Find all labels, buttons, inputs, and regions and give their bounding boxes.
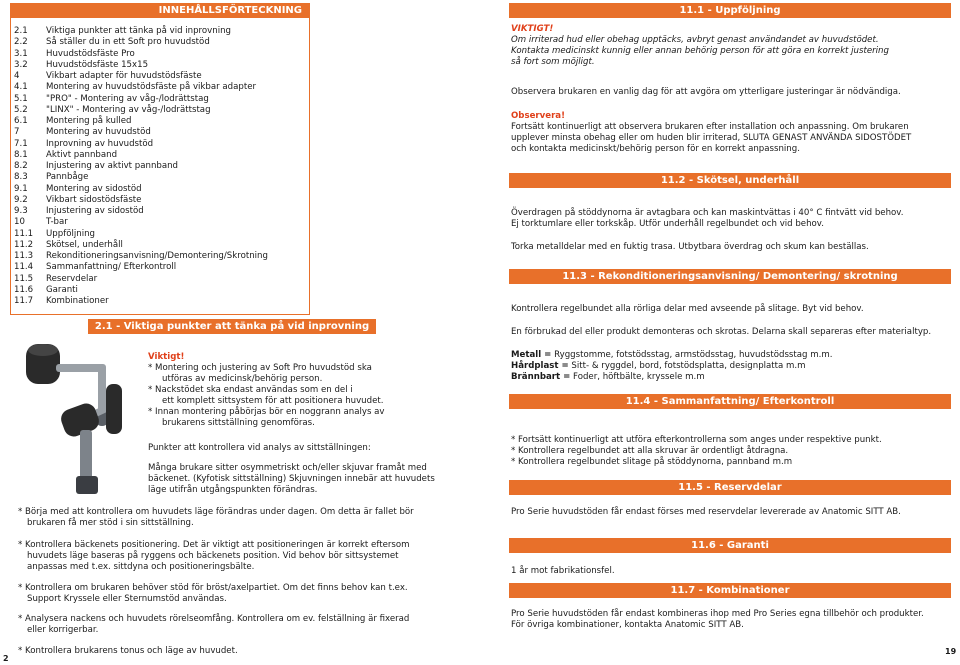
- toc-list: [14, 26, 306, 307]
- viktigt-right-block: VIKTIGT! Om irriterad hud eller obehag upptäcks, avbryt genast användandet av huvudstödet. Kontakta medicinskt kunnig eller annan behörig person för att göra en korrekt justering så fort som möjligt.: [511, 24, 951, 68]
- asymmetry-paragraph: Många brukare sitter osymmetriskt och/eller skjuvar framåt med bäckenet. (Kyfotisk sittställning) Skjuvningen innebär att huvudets läge utifrån utgångspunkten förändras.: [148, 463, 435, 495]
- toc-entry-number: 3.2: [14, 59, 28, 70]
- toc-entry-title: Montering av huvudstöd: [46, 127, 151, 138]
- toc-entry-number: 9.1: [14, 183, 28, 194]
- toc-entry-number: 5.1: [14, 93, 28, 104]
- page-number-right: 19: [945, 647, 957, 656]
- toc-entry-title: Injustering av aktivt pannband: [46, 161, 179, 171]
- toc-entry[interactable]: [14, 82, 306, 93]
- section-title-11-3: 11.3 - Rekonditioneringsanvisning/ Demontering/ skrotning: [509, 269, 951, 284]
- toc-entry[interactable]: [14, 240, 306, 251]
- toc-entry[interactable]: [14, 285, 306, 296]
- toc-entry[interactable]: [14, 60, 306, 71]
- toc-entry-title: Garanti: [46, 284, 78, 295]
- toc-entry[interactable]: [14, 94, 306, 105]
- bullet-1: * Börja med att kontrollera om huvudets läge förändras under dagen. Om detta är fallet bör brukaren få mer stöd i sin sittställning.: [18, 507, 414, 528]
- toc-entry-title: Huvudstödsfäste Pro: [46, 48, 135, 59]
- care-paragraph: Överdragen på stöddynorna är avtagbara och kan maskintvättas i 40° C fintvätt vid behov. Ej torktumlare eller torkskåp. Utför underhåll regelbundet och vid behov.: [511, 208, 904, 229]
- viktigt-right-label: VIKTIGT!: [511, 24, 554, 34]
- toc-entry-title: "PRO" - Montering av våg-/lodrättstag: [46, 93, 209, 104]
- toc-entry-number: 11.1: [14, 228, 34, 239]
- bullet-3: * Kontrollera om brukaren behöver stöd för bröst/axelpartiet. Om det finns behov kan t.ex. Support Kryssele eller Sternumstöd användas.: [18, 583, 408, 604]
- section-title-11-7: 11.7 - Kombinationer: [509, 583, 951, 598]
- toc-entry-number: 2.2: [14, 37, 28, 48]
- toc-entry-title: Skötsel, underhåll: [46, 239, 123, 250]
- check-intro: Punkter att kontrollera vid analys av sittställningen:: [148, 443, 371, 453]
- toc-entry-number: 9.3: [14, 206, 28, 216]
- care-metal: Torka metalldelar med en fuktig trasa. Utbytbara överdrag och skum kan beställas.: [511, 242, 869, 252]
- toc-entry-number: 7.1: [14, 138, 28, 149]
- toc-entry[interactable]: [14, 296, 306, 307]
- toc-entry-title: Vikbart adapter för huvudstödsfäste: [46, 71, 202, 81]
- section-title-2-1: 2.1 - Viktiga punkter att tänka på vid inprovning: [88, 319, 376, 334]
- toc-entry-title: Uppföljning: [46, 228, 95, 239]
- spare-parts-text: Pro Serie huvudstöden får endast förses med reservdelar levererade av Anatomic SITT AB.: [511, 507, 901, 517]
- toc-entry-title: Så ställer du in ett Soft pro huvudstöd: [46, 37, 210, 48]
- toc-entry-title: Aktivt pannband: [46, 149, 118, 160]
- toc-entry[interactable]: [14, 161, 306, 172]
- toc-entry-number: 11.5: [14, 273, 34, 284]
- section-title-11-5: 11.5 - Reservdelar: [509, 480, 951, 495]
- section-title-11-1: 11.1 - Uppföljning: [509, 3, 951, 18]
- toc-entry-number: 8.1: [14, 149, 28, 160]
- toc-entry-title: Huvudstödsfäste 15x15: [46, 59, 149, 70]
- materials-list: Metall = Ryggstomme, fotstödsstag, armstödsstag, huvudstödsstag m.m. Hårdplast = Sitt- & ryggdel, bord, fotstödsplatta, designplatta m.m Brännbart = Foder, höftbälte, kryssele m.m: [511, 350, 833, 382]
- toc-entry-number: 9.2: [14, 194, 28, 205]
- toc-entry-number: 2.1: [14, 26, 28, 36]
- toc-entry[interactable]: [14, 195, 306, 206]
- bullet-2: * Kontrollera bäckenets positionering. Det är viktigt att positioneringen är korrekt eftersom huvudets läge baseras på ryggens och bäckenets position. Vid behov bör sittsystemet anpassas med t.ex. sittdyna och positioneringsbälte.: [18, 540, 410, 572]
- toc-entry-title: Kombinationer: [46, 296, 109, 306]
- toc-entry-title: T-bar: [46, 217, 68, 228]
- toc-entry[interactable]: [14, 139, 306, 150]
- toc-entry-number: 5.2: [14, 104, 28, 115]
- toc-entry-title: Rekonditioneringsanvisning/Demontering/Skrotning: [46, 251, 268, 261]
- viktigt-label: Viktigt!: [148, 352, 185, 362]
- toc-entry[interactable]: [14, 127, 306, 138]
- toc-entry-title: Injustering av sidostöd: [46, 206, 144, 216]
- warranty-text: 1 år mot fabrikationsfel.: [511, 566, 615, 576]
- toc-entry-number: 11.2: [14, 239, 34, 250]
- toc-entry-title: Inprovning av huvudstöd: [46, 138, 154, 149]
- toc-entry[interactable]: [14, 251, 306, 262]
- toc-entry[interactable]: [14, 217, 306, 228]
- toc-entry-title: Reservdelar: [46, 273, 98, 284]
- headrest-product-image: [18, 340, 138, 500]
- toc-entry-number: 11.7: [14, 296, 34, 306]
- toc-entry[interactable]: [14, 262, 306, 273]
- toc-entry-number: 11.3: [14, 251, 34, 261]
- toc-entry-title: Montering av huvudstödsfäste på vikbar adapter: [46, 82, 257, 93]
- section-title-11-6: 11.6 - Garanti: [509, 538, 951, 553]
- summary-list: * Fortsätt kontinuerligt att utföra efterkontrollerna som anges under respektive punkt. * Kontrollera regelbundet att alla skruvar är ordentligt åtdragna. * Kontrollera regelbundet slitage på stöddynorna, pannband m.m: [511, 435, 882, 467]
- toc-entry[interactable]: [14, 172, 306, 183]
- toc-entry-title: Montering av sidostöd: [46, 183, 142, 194]
- toc-entry-number: 8.2: [14, 161, 28, 171]
- toc-entry-title: Viktiga punkter att tänka på vid inprovning: [46, 26, 231, 36]
- viktigt-block: Viktigt! * Montering och justering av Soft Pro huvudstöd ska utföras av medicinsk/behörig person. * Nackstödet ska endast användas som en del i ett komplett sittsystem för att positionera huvudet. * Innan montering påbörjas bör en noggrann analys av brukarens sittställning genomföras.: [148, 352, 488, 429]
- observe-text: Observera brukaren en vanlig dag för att avgöra om ytterligare justeringar är nödvändiga.: [511, 87, 901, 97]
- recond-line1: Kontrollera regelbundet alla rörliga delar med avseende på slitage. Byt vid behov.: [511, 304, 864, 314]
- bullet-5: * Kontrollera brukarens tonus och läge av huvudet.: [18, 646, 238, 656]
- toc-entry-number: 4.1: [14, 82, 28, 93]
- toc-entry[interactable]: [14, 150, 306, 161]
- toc-entry-number: 11.4: [14, 262, 34, 273]
- toc-entry[interactable]: [14, 116, 306, 127]
- toc-entry-title: Pannbåge: [46, 172, 89, 183]
- toc-entry[interactable]: [14, 26, 306, 37]
- toc-entry-title: Montering på kulled: [46, 116, 132, 126]
- section-title-11-2: 11.2 - Skötsel, underhåll: [509, 173, 951, 188]
- toc-entry[interactable]: [14, 184, 306, 195]
- toc-entry-title: Sammanfattning/ Efterkontroll: [46, 262, 177, 273]
- toc-entry-number: 6.1: [14, 116, 28, 126]
- toc-entry-number: 10: [14, 217, 25, 228]
- toc-entry-number: 3.1: [14, 48, 28, 59]
- page-number-left: 2: [3, 654, 9, 663]
- toc-entry[interactable]: [14, 229, 306, 240]
- section-title-11-4: 11.4 - Sammanfattning/ Efterkontroll: [509, 394, 951, 409]
- toc-entry-number: 4: [14, 71, 20, 81]
- observera-block: Observera! Fortsätt kontinuerligt att observera brukaren efter installation och anpassning. Om brukaren upplever minsta obehag eller om huden blir irriterad, SLUTA GENAST ANVÄNDA SIDOSTÖDET och kontakta medicinskt/behörig person för en korrekt anpassning.: [511, 111, 951, 155]
- bullet-4: * Analysera nackens och huvudets rörelseomfång. Kontrollera om ev. felställning är fixerad eller korrigerbar.: [18, 614, 410, 635]
- toc-entry-number: 7: [14, 127, 20, 138]
- toc-entry-number: 11.6: [14, 284, 34, 295]
- combinations-text: Pro Serie huvudstöden får endast kombineras ihop med Pro Series egna tillbehör och produkter. För övriga kombinationer, kontakta Anatomic SITT AB.: [511, 609, 924, 630]
- toc-entry-title: Vikbart sidostödsfäste: [46, 194, 142, 205]
- toc-entry[interactable]: [14, 105, 306, 116]
- toc-entry-title: "LINX" - Montering av våg-/lodrättstag: [46, 104, 211, 115]
- toc-title: INNEHÅLLSFÖRTECKNING: [10, 3, 310, 18]
- toc-entry[interactable]: [14, 274, 306, 285]
- observera-label: Observera!: [511, 111, 566, 121]
- toc-entry[interactable]: [14, 37, 306, 48]
- toc-entry[interactable]: [14, 71, 306, 82]
- toc-entry-number: 8.3: [14, 172, 28, 183]
- toc-entry[interactable]: [14, 49, 306, 60]
- recond-line2: En förbrukad del eller produkt demonteras och skrotas. Delarna skall separeras efter materialtyp.: [511, 327, 932, 337]
- toc-entry[interactable]: [14, 206, 306, 217]
